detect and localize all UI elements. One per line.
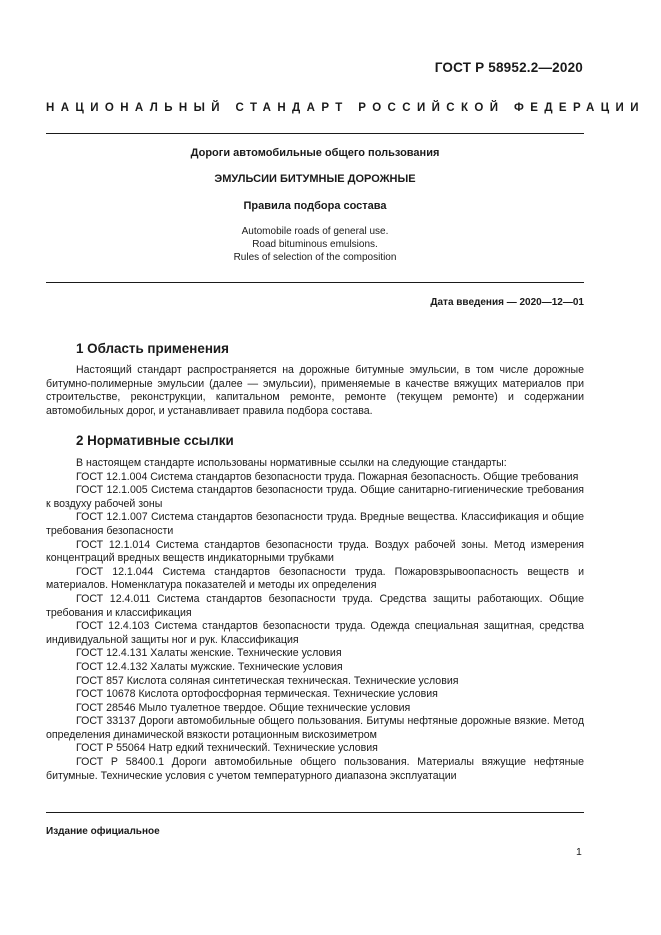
reference-item: ГОСТ Р 58400.1 Дороги автомобильные общего пользования. Материалы вяжущие нефтяные битумные. Технические условия с учетом температурного диапазона эксплуатации xyxy=(46,756,584,782)
english-title-line: Automobile roads of general use. xyxy=(241,226,389,237)
english-title-line: Road bituminous emulsions. xyxy=(252,239,378,250)
top-divider xyxy=(46,133,584,134)
scope-paragraph xyxy=(46,364,584,418)
reference-item: ГОСТ 12.4.132 Халаты мужские. Технические условия xyxy=(76,660,343,673)
title-line-3: Правила подбора состава xyxy=(243,200,387,212)
references-intro: В настоящем стандарте использованы нормативные ссылки на следующие стандарты: xyxy=(76,457,507,469)
references-list xyxy=(46,457,584,783)
standard-number: ГОСТ Р 58952.2—2020 xyxy=(434,60,583,75)
reference-item: ГОСТ 12.1.007 Система стандартов безопасности труда. Вредные вещества. Классификация и общие требования безопасности xyxy=(46,511,584,537)
reference-item: ГОСТ 12.4.011 Система стандартов безопасности труда. Средства защиты работающих. Общие требования и классификация xyxy=(46,592,584,619)
section-heading: 1 Область применения xyxy=(76,341,229,356)
english-title-line: Rules of selection of the composition xyxy=(233,252,397,263)
reference-item: ГОСТ 28546 Мыло туалетное твердое. Общие технические условия xyxy=(76,701,411,714)
reference-item: ГОСТ 12.1.004 Система стандартов безопасности труда. Пожарная безопасность. Общие требования xyxy=(76,470,579,483)
title-divider xyxy=(46,282,584,283)
introduction-date: Дата введения — 2020—12—01 xyxy=(430,297,584,308)
footer-divider xyxy=(46,812,584,813)
reference-item: ГОСТ 12.4.131 Халаты женские. Технические условия xyxy=(76,647,342,660)
reference-item: ГОСТ 12.1.005 Система стандартов безопасности труда. Общие санитарно-гигиенические требования к воздуху рабочей зоны xyxy=(46,484,584,510)
title-line-2: ЭМУЛЬСИИ БИТУМНЫЕ ДОРОЖНЫЕ xyxy=(214,173,416,185)
reference-item: ГОСТ Р 55064 Натр едкий технический. Технические условия xyxy=(76,742,378,755)
page-number: 1 xyxy=(576,846,582,858)
paragraph-text: Настоящий стандарт распространяется на дорожные битумные эмульсии, в том числе дорожные битумно-полимерные эмульсии (далее — эмульсии), применяемые в качестве вяжущих материалов при строительстве, реконструкции, капитальном ремонте, ремонте (текущем ремонте) и содержании автомобильных дорог, и устанавливает правила подбора состава. xyxy=(46,364,584,417)
section-heading: 2 Нормативные ссылки xyxy=(76,433,234,448)
reference-item: ГОСТ 12.1.044 Система стандартов безопасности труда. Пожаровзрывоопасность веществ и материалов. Номенклатура показателей и методы их определения xyxy=(46,565,584,592)
reference-item: ГОСТ 12.1.014 Система стандартов безопасности труда. Воздух рабочей зоны. Метод измерения концентраций вредных веществ индикаторными трубками xyxy=(46,538,584,565)
reference-item: ГОСТ 857 Кислота соляная синтетическая техническая. Технические условия xyxy=(76,674,459,687)
reference-item: ГОСТ 33137 Дороги автомобильные общего пользования. Битумы нефтяные дорожные вязкие. Метод определения динамической вязкости ротационным вискозиметром xyxy=(46,715,584,741)
official-edition-label: Издание официальное xyxy=(46,826,160,837)
title-line-1: Дороги автомобильные общего пользования xyxy=(190,147,440,159)
reference-item: ГОСТ 10678 Кислота ортофосфорная термическая. Технические условия xyxy=(76,688,438,701)
reference-item: ГОСТ 12.4.103 Система стандартов безопасности труда. Одежда специальная защитная, средства индивидуальной защиты ног и рук. Классификация xyxy=(46,620,584,646)
national-standard-banner: НАЦИОНАЛЬНЫЙ СТАНДАРТ РОССИЙСКОЙ ФЕДЕРАЦИИ xyxy=(46,102,645,114)
